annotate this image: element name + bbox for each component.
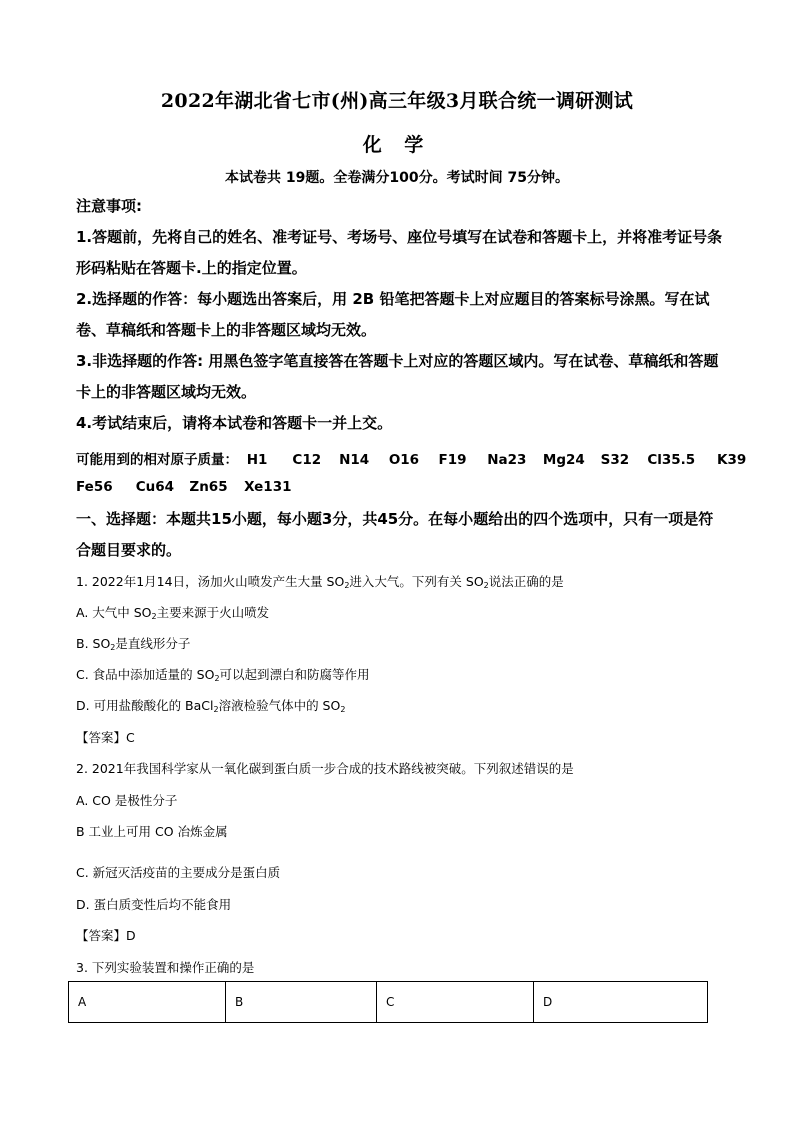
atomic-mass: F19 xyxy=(438,452,467,468)
exam-title: 2022年湖北省七市(州)高三年级3月联合统一调研测试 xyxy=(160,90,634,112)
question-1-option-c: C. 食品中添加适量的 $SO_2$可以起到漂白和防腐等作用 xyxy=(76,667,370,683)
atomic-masses-label: 可能用到的相对原子质量： xyxy=(76,452,238,468)
option-cell-d: D xyxy=(534,982,708,1023)
option-cell-b: B xyxy=(226,982,377,1023)
atomic-mass: Cu64 xyxy=(135,479,175,495)
atomic-mass: Na23 xyxy=(487,452,527,468)
notes-section xyxy=(76,191,726,439)
subject-title: 化 学 xyxy=(362,134,432,156)
notes-heading: 注意事项: xyxy=(76,197,142,215)
question-1-option-b: B. $SO_2$是直线形分子 xyxy=(76,636,191,652)
note-item-2: 2.选择题的作答：每小题选出答案后，用 2B 铅笔把答题卡上对应题目的答案标号涂黑。写在试卷、草稿纸和答题卡上的非答题区域均无效。 xyxy=(76,290,710,339)
note-item-1: 1.答题前，先将自己的姓名、准考证号、考场号、座位号填写在试卷和答题卡上，并将准考证号条形码粘贴在答题卡.上的指定位置。 xyxy=(76,228,723,277)
atomic-mass: Mg24 xyxy=(542,452,585,468)
atomic-mass: Fe56 xyxy=(76,479,113,495)
question-2-option-d: D. 蛋白质变性后均不能食用 xyxy=(76,897,232,912)
question-2-stem: 2. 2021年我国科学家从一氧化碳到蛋白质一步合成的技术路线被突破。下列叙述错误的是 xyxy=(76,761,574,776)
question-2-answer: 【答案】D xyxy=(76,928,136,943)
option-cell-a: A xyxy=(69,982,226,1023)
exam-info: 本试卷共 19题。全卷满分100分。考试时间 75分钟。 xyxy=(225,170,569,186)
section-1-heading: 一、选择题：本题共15小题，每小题3分，共45分。在每小题给出的四个选项中，只有一项是符合题目要求的。 xyxy=(76,510,714,559)
atomic-mass: H1 xyxy=(246,452,268,468)
atomic-mass: Zn65 xyxy=(189,479,228,495)
question-1-option-d: D. 可用盐酸酸化的 BaCl$_2$溶液检验气体中的 $SO_2$ xyxy=(76,698,346,714)
note-item-3: 3.非选择题的作答: 用黑色签字笔直接答在答题卡上对应的答题区域内。写在试卷、草稿纸和答题卡上的非答题区域均无效。 xyxy=(76,352,719,401)
atomic-mass: C12 xyxy=(292,452,322,468)
question-1-answer: 【答案】C xyxy=(76,730,135,745)
question-2-option-b: B 工业上可用 CO 冶炼金属 xyxy=(76,824,228,839)
atomic-masses-line-1 xyxy=(76,448,746,468)
question-3-options-table xyxy=(68,981,708,1023)
option-cell-c: C xyxy=(377,982,534,1023)
atomic-mass: Xe131 xyxy=(244,479,292,495)
question-1-option-a: A. 大气中 $SO_2$主要来源于火山喷发 xyxy=(76,605,270,621)
atomic-mass: S32 xyxy=(600,452,630,468)
atomic-mass: N14 xyxy=(339,452,370,468)
atomic-masses-line-2 xyxy=(76,479,292,495)
question-1-stem: 1. 2022年1月14日，汤加火山喷发产生大量 $SO_2$进入大气。下列有关 $SO_2$说法正确的是 xyxy=(76,574,564,590)
table-row xyxy=(69,982,708,1023)
question-2-option-a: A. CO 是极性分子 xyxy=(76,793,178,808)
atomic-mass: Cl35.5 xyxy=(647,452,696,468)
note-item-4: 4.考试结束后，请将本试卷和答题卡一并上交。 xyxy=(76,414,393,432)
atomic-mass: O16 xyxy=(388,452,420,468)
atomic-mass: K39 xyxy=(717,452,747,468)
question-2-option-c: C. 新冠灭活疫苗的主要成分是蛋白质 xyxy=(76,865,281,880)
question-3-stem: 3. 下列实验装置和操作正确的是 xyxy=(76,960,255,975)
